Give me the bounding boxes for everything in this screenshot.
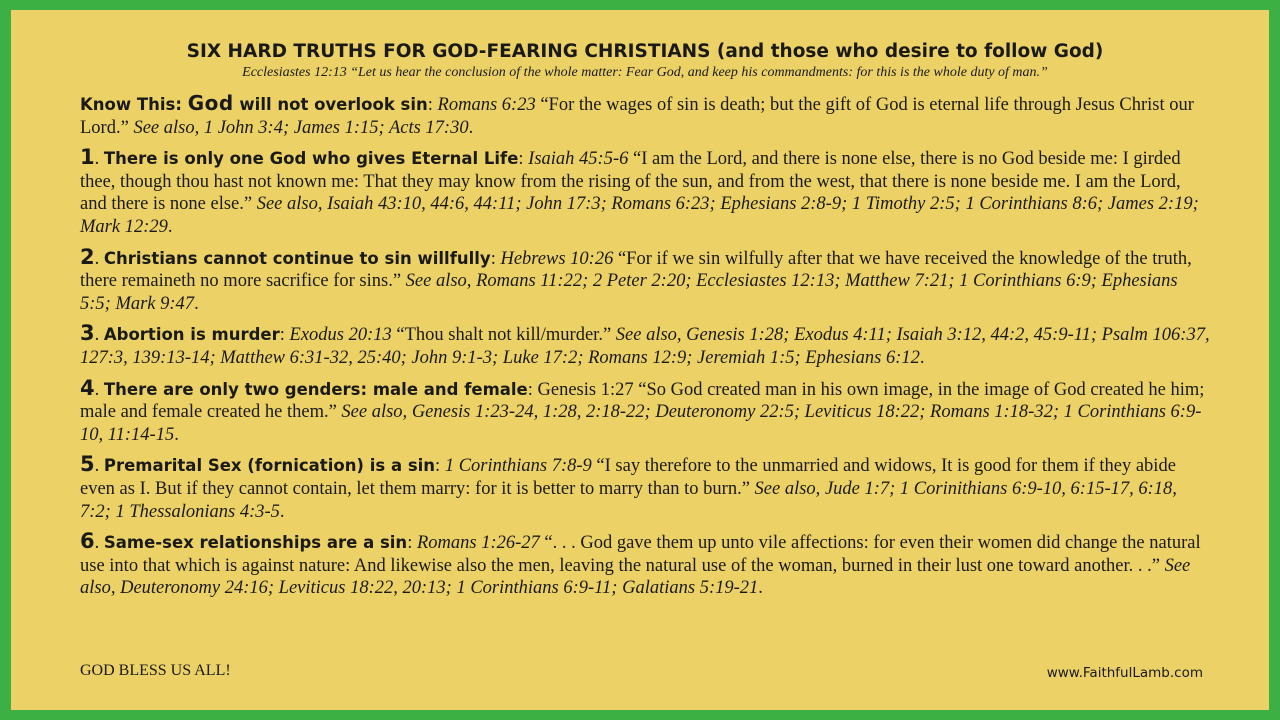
truth-quote: “For if we sin wilfully after that we have received the knowledge of the truth, there remaineth no more sacrifice for sins.” bbox=[80, 248, 1192, 292]
truth-sep: . bbox=[94, 456, 104, 477]
truth-heading: Same-sex relationships are a sin bbox=[103, 533, 408, 553]
truth-quote: “. . . God gave them up unto vile affections: for even their women did change the natural use into that which is against nature: And likewise also the men, leaving the natural use of the woman, burned in their lust one toward another. . .” bbox=[80, 533, 1201, 576]
truth-number: 4 bbox=[80, 375, 95, 400]
intro-paragraph bbox=[80, 92, 1210, 139]
intro-heading: will not overlook sin bbox=[233, 95, 428, 114]
intro-lead: Know This: bbox=[80, 95, 188, 114]
truth-refs: Deuteronomy 24:16; Leviticus 18:22, 20:13; 1 Corinthians 6:9-11; Galatians 5:19-21 bbox=[120, 578, 759, 599]
truth-ref: Hebrews 10:26 bbox=[500, 248, 614, 269]
truth-end: . bbox=[279, 501, 285, 522]
truth-paragraph-3 bbox=[80, 322, 1210, 369]
truth-see-also: See also, bbox=[341, 402, 412, 423]
truth-end: . bbox=[174, 424, 179, 445]
truth-paragraph-1 bbox=[80, 146, 1210, 238]
footer-blessing: GOD BLESS US ALL! bbox=[80, 662, 231, 679]
page-title: SIX HARD TRUTHS FOR GOD-FEARING CHRISTIANS (and those who desire to follow God) bbox=[186, 41, 1104, 62]
intro-colon: : bbox=[427, 95, 438, 115]
truth-quote: “So God created man in his own image, in the image of God created he him; male and female created he them.” bbox=[80, 379, 1205, 423]
truth-paragraph-2 bbox=[80, 246, 1210, 316]
truth-end: . bbox=[758, 578, 763, 599]
truth-refs: Jude 1:7; 1 Corinithians 6:9-10, 6:15-17, 6:18, 7:2; 1 Thessalonians 4:3-5 bbox=[80, 478, 1177, 522]
truth-refs: Genesis 1:23-24, 1:28, 2:18-22; Deuteronomy 22:5; Leviticus 18:22; Romans 1:18-32; 1 Corinthians 6:9-10, 11:14-15 bbox=[80, 402, 1202, 445]
truth-refs: Genesis 1:28; Exodus 4:11; Isaiah 3:12, 44:2, 45:9-11; Psalm 106:37, 127:3, 139:13-14; Matthew 6:31-32, 25:40; John 9:1-3; Luke 17:2; Romans 12:9; Jeremiah 1:5; Ephesians 6:12 bbox=[80, 325, 1210, 368]
yellow-panel bbox=[11, 10, 1269, 710]
truth-number: 2 bbox=[80, 244, 95, 269]
truth-number: 6 bbox=[80, 529, 95, 554]
truth-ref: Romans 1:26-27 bbox=[416, 533, 540, 554]
truth-end: . bbox=[167, 216, 173, 237]
truth-refs: Isaiah 43:10, 44:6, 44:11; John 17:3; Romans 6:23; Ephesians 2:8-9; 1 Timothy 2:5; 1 Corinthians 8:6; James 2:19; Mark 12:29 bbox=[80, 194, 1199, 237]
truth-sep: . bbox=[94, 149, 104, 170]
truth-heading: There is only one God who gives Eternal Life bbox=[103, 149, 519, 169]
truth-ref: Isaiah 45:5-6 bbox=[528, 149, 629, 170]
truth-number: 3 bbox=[80, 321, 95, 346]
truth-colon: : bbox=[490, 248, 501, 269]
truth-sep: . bbox=[94, 325, 104, 346]
truth-paragraph-6 bbox=[80, 530, 1210, 600]
website-link[interactable]: www.FaithfulLamb.com bbox=[1046, 665, 1203, 681]
truth-heading: There are only two genders: male and female bbox=[103, 379, 528, 399]
intro-see-also: See also, bbox=[133, 117, 204, 138]
truth-number: 5 bbox=[80, 452, 95, 477]
truth-sep: . bbox=[94, 248, 104, 269]
truth-see-also: See also, bbox=[80, 555, 1191, 599]
intro-ref: Romans 6:23 bbox=[437, 95, 536, 115]
intro-refs: 1 John 3:4; James 1:15; Acts 17:30 bbox=[203, 117, 469, 138]
truth-colon: : bbox=[518, 149, 529, 170]
truth-quote: “Thou shalt not kill/murder.” bbox=[391, 325, 616, 346]
truth-heading: Abortion is murder bbox=[103, 325, 280, 345]
intro-quote: “For the wages of sin is death; but the gift of God is eternal life through Jesus Christ our Lord.” bbox=[80, 95, 1194, 138]
truth-number: 1 bbox=[80, 145, 95, 170]
truth-colon: : bbox=[435, 456, 445, 477]
truth-paragraph-5 bbox=[80, 453, 1210, 523]
truth-heading: Christians cannot continue to sin willfully bbox=[103, 248, 491, 268]
truth-ref: Genesis 1:27 bbox=[537, 379, 634, 400]
truth-refs: Romans 11:22; 2 Peter 2:20; Ecclesiastes 12:13; Matthew 7:21; 1 Corinthians 6:9; Ephesians 5:5; Mark 9:47 bbox=[80, 271, 1178, 314]
intro-end: . bbox=[468, 117, 474, 138]
truth-end: . bbox=[194, 293, 199, 314]
truth-colon: : bbox=[527, 379, 538, 400]
truth-heading: Premarital Sex (fornication) is a sin bbox=[103, 456, 436, 476]
truth-quote: “I am the Lord, and there is none else, there is no God beside me: I girded thee, though thou hast not known me: That they may know from the rising of the sun, and from the west, that there is none beside me. I am the Lord, and there is none else.” bbox=[80, 149, 1181, 215]
page-subtitle: Ecclesiastes 12:13 “Let us hear the conclusion of the whole matter: Fear God, and keep his commandments: for this is the whole duty of man.” bbox=[242, 65, 1048, 80]
truth-see-also: See also, bbox=[615, 325, 687, 346]
truth-colon: : bbox=[407, 533, 417, 554]
truth-see-also: See also, bbox=[754, 478, 825, 499]
truth-ref: 1 Corinthians 7:8-9 bbox=[444, 456, 592, 477]
document-content bbox=[80, 40, 1210, 607]
truth-end: . bbox=[919, 347, 925, 368]
truth-see-also: See also, bbox=[405, 271, 477, 292]
truth-see-also: See also, bbox=[256, 194, 328, 215]
truth-quote: “I say therefore to the unmarried and widows, It is good for them if they abide even as I. But if they cannot contain, let them marry: for it is better to marry than to burn.” bbox=[80, 456, 1176, 499]
truth-sep: . bbox=[94, 533, 104, 554]
intro-god: God bbox=[187, 91, 234, 115]
truth-sep: . bbox=[94, 379, 104, 400]
truth-colon: : bbox=[279, 325, 290, 346]
truth-ref: Exodus 20:13 bbox=[289, 325, 392, 346]
truth-paragraph-4 bbox=[80, 377, 1210, 447]
